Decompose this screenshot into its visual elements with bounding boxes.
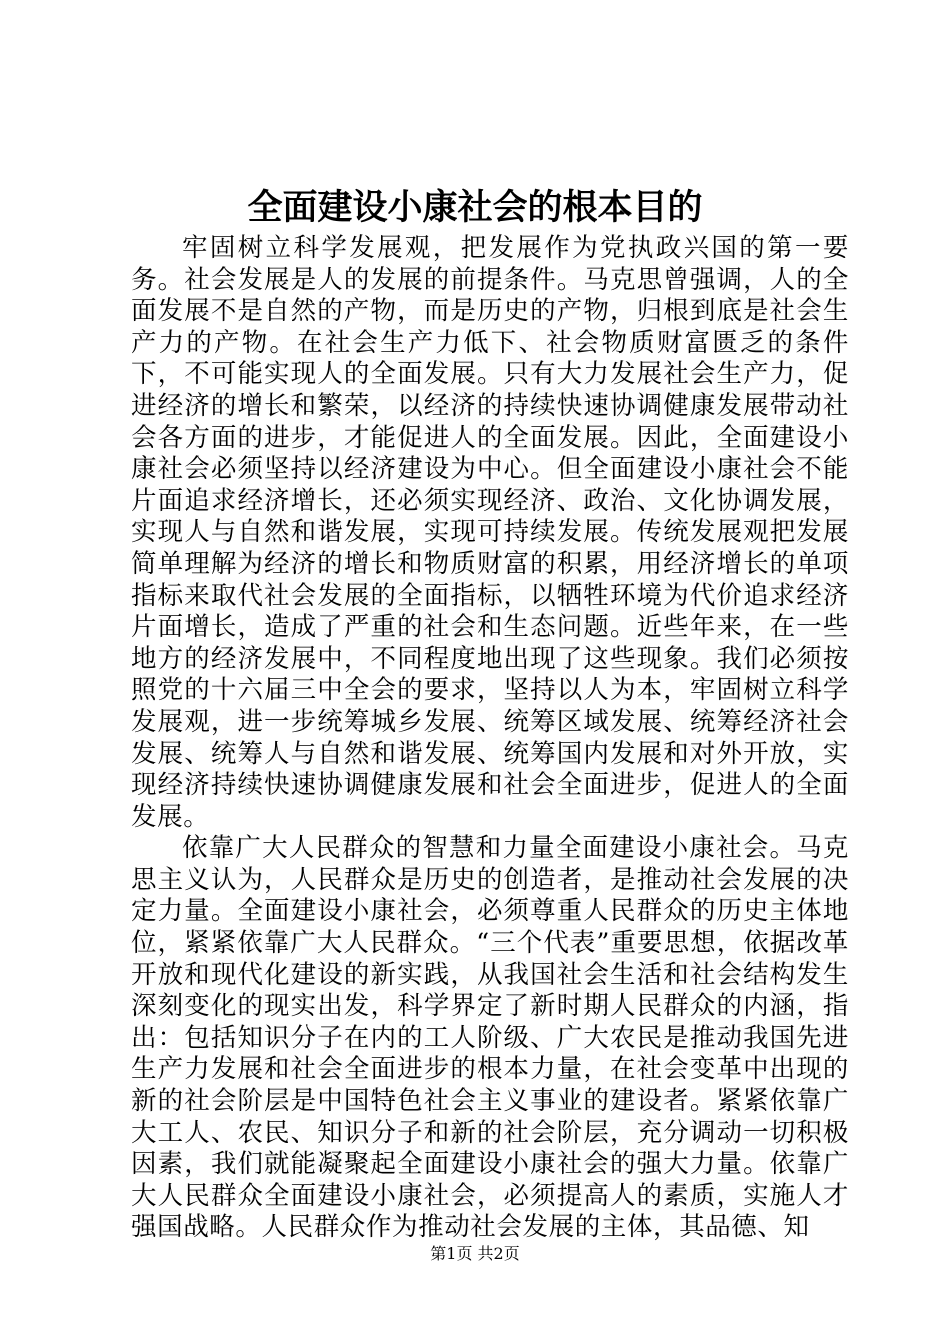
page-footer: 第1页 共2页 (430, 1244, 520, 1263)
document-body (131, 233, 849, 1244)
paragraph: 依靠广大人民群众的智慧和力量全面建设小康社会。马克思主义认为，人民群众是历史的创造者，是推动社会发展的决定力量。全面建设小康社会，必须尊重人民群众的历史主体地位，紧紧依靠广大人民群众。“三个代表”重要思想，依据改革开放和现代化建设的新实践，从我国社会生活和社会结构发生深刻变化的现实出发，科学界定了新时期人民群众的内涵，指出：包括知识分子在内的工人阶级、广大农民是推动我国先进生产力发展和社会全面进步的根本力量，在社会变革中出现的新的社会阶层是中国特色社会主义事业的建设者。紧紧依靠广大工人、农民、知识分子和新的社会阶层，充分调动一切积极因素，我们就能凝聚起全面建设小康社会的强大力量。依靠广大人民群众全面建设小康社会，必须提高人的素质，实施人才强国战略。人民群众作为推动社会发展的主体，其品德、知 (131, 833, 849, 1243)
document-title: 全面建设小康社会的根本目的 (247, 187, 703, 228)
paragraph: 牢固树立科学发展观，把发展作为党执政兴国的第一要务。社会发展是人的发展的前提条件。马克思曾强调，人的全面发展不是自然的产物，而是历史的产物，归根到底是社会生产力的产物。在社会生产力低下、社会物质财富匮乏的条件下，不可能实现人的全面发展。只有大力发展社会生产力，促进经济的增长和繁荣，以经济的持续快速协调健康发展带动社会各方面的进步，才能促进人的全面发展。因此，全面建设小康社会必须坚持以经济建设为中心。但全面建设小康社会不能片面追求经济增长，还必须实现经济、政治、文化协调发展，实现人与自然和谐发展，实现可持续发展。传统发展观把发展简单理解为经济的增长和物质财富的积累，用经济增长的单项指标来取代社会发展的全面指标，以牺牲环境为代价追求经济片面增长，造成了严重的社会和生态问题。近些年来，在一些地方的经济发展中，不同程度地出现了这些现象。我们必须按照党的十六届三中全会的要求，坚持以人为本，牢固树立科学发展观，进一步统筹城乡发展、统筹区域发展、统筹经济社会发展、统筹人与自然和谐发展、统筹国内发展和对外开放，实现经济持续快速协调健康发展和社会全面进步，促进人的全面发展。 (131, 233, 849, 832)
